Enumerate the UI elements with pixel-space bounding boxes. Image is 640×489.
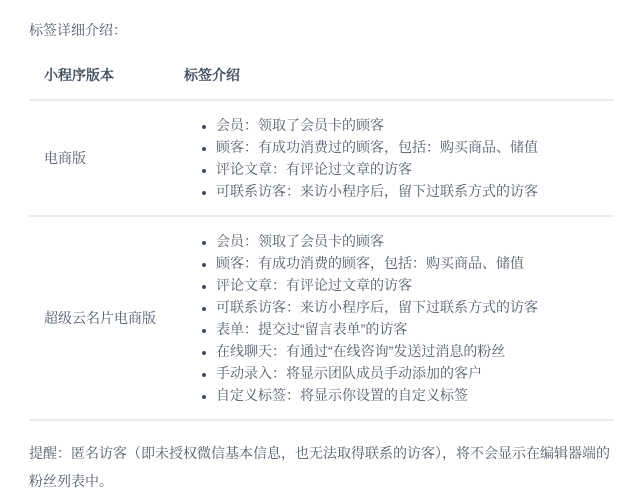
tag-item: • 自定义标签：将显示你设置的自定义标签 — [216, 384, 614, 406]
tag-list — [184, 230, 614, 406]
tag-item: • 表单：提交过“留言表单”的访客 — [216, 318, 614, 340]
tag-item: • 在线聊天：有通过“在线咨询”发送过消息的粉丝 — [216, 340, 614, 362]
tag-item: • 顾客：有成功消费过的顾客，包括：购买商品、储值 — [216, 136, 614, 158]
tag-item: • 可联系访客：来访小程序后，留下过联系方式的访客 — [216, 180, 614, 202]
reminder-note: 提醒：匿名访客（即未授权微信基本信息，也无法取得联系的访客），将不会显示在编辑器端的粉丝列表中。 — [29, 445, 610, 489]
tag-item: • 会员：领取了会员卡的顾客 — [216, 230, 614, 252]
tag-item: • 评论文章：有评论过文章的访客 — [216, 274, 614, 296]
page-title: 标签详细介绍： — [29, 22, 127, 38]
tag-item: • 会员：领取了会员卡的顾客 — [216, 114, 614, 136]
column-header-intro: 标签介绍 — [184, 67, 240, 83]
tag-intro-cell — [168, 230, 614, 406]
table-row — [29, 217, 614, 421]
version-label: 电商版 — [44, 150, 86, 166]
tag-item: • 可联系访客：来访小程序后，留下过联系方式的访客 — [216, 296, 614, 318]
column-header-version: 小程序版本 — [44, 67, 114, 83]
table-row — [29, 101, 614, 217]
tag-item: • 手动录入：将显示团队成员手动添加的客户 — [216, 362, 614, 384]
tag-item: • 顾客：有成功消费的顾客，包括：购买商品、储值 — [216, 252, 614, 274]
tag-list — [184, 114, 614, 202]
table-header-row — [29, 67, 614, 101]
version-label: 超级云名片电商版 — [44, 310, 156, 326]
table-body — [29, 101, 614, 421]
tag-table — [29, 67, 614, 421]
tag-item: • 评论文章：有评论过文章的访客 — [216, 158, 614, 180]
tag-intro-cell — [168, 114, 614, 202]
